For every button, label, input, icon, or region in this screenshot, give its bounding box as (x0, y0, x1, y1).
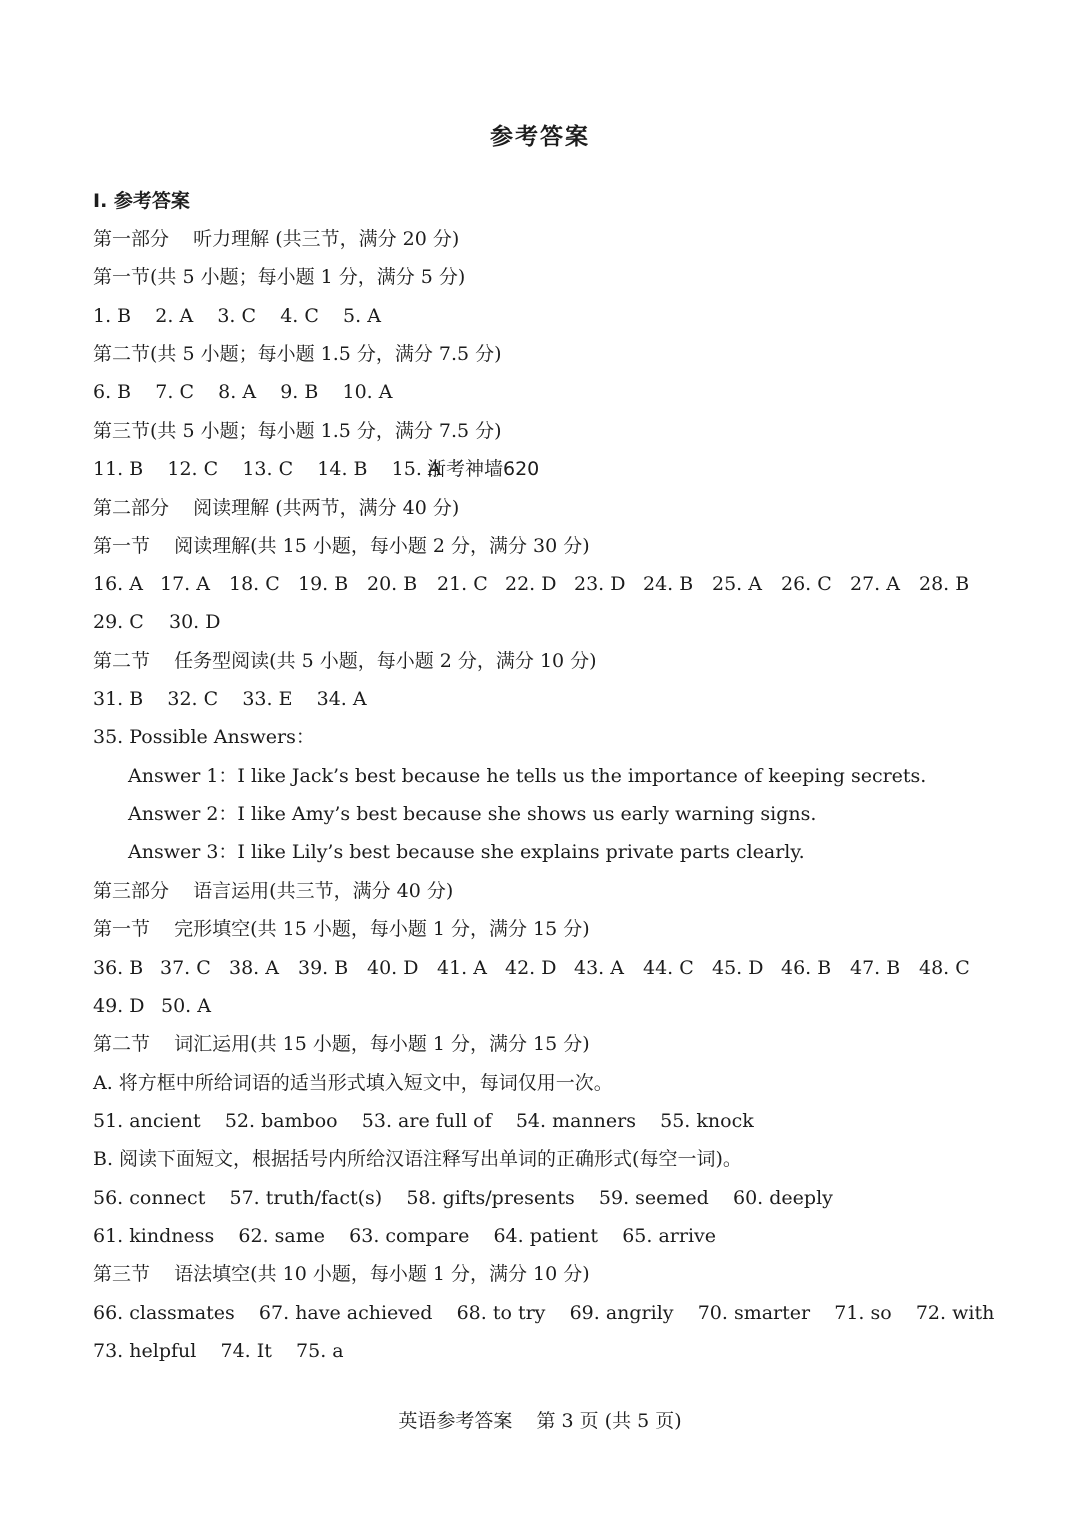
section-header: Ⅰ. 参考答案 (93, 190, 190, 212)
answer-item: 46. B (781, 957, 832, 979)
part1-s2-answers: 6. B 7. C 8. A 9. B 10. A (93, 381, 393, 403)
answer-item: 49. D (93, 995, 145, 1017)
page-footer: 英语参考答案 第 3 页 (共 5 页) (398, 1410, 682, 1432)
part3-s2-b-answers-2: 61. kindness 62. same 63. compare 64. patient 65. arrive (93, 1225, 717, 1247)
part3-s3-answers-1: 66. classmates 67. have achieved 68. to try 69. angrily 70. smarter 71. so 72. with (93, 1302, 995, 1324)
answer-item: 21. C (437, 573, 488, 595)
part3-s2-a-instruction: A. 将方框中所给词语的适当形式填入短文中，每词仅用一次。 (93, 1072, 613, 1094)
answer-item: 45. D (712, 957, 764, 979)
answer-item: 26. C (781, 573, 832, 595)
answer-item: 50. A (161, 995, 211, 1017)
answer-item: 23. D (574, 573, 626, 595)
page-title: 参考答案 (490, 124, 590, 150)
answer-item: 38. A (229, 957, 279, 979)
answer-item: 30. D (169, 611, 221, 633)
part3-s1-row1 (93, 954, 993, 984)
answer-item: 27. A (850, 573, 900, 595)
part3-s2-b-answers-1: 56. connect 57. truth/fact(s) 58. gifts/presents 59. seemed 60. deeply (93, 1187, 833, 1209)
part3-s1-heading: 第一节 完形填空(共 15 小题，每小题 1 分，满分 15 分) (93, 918, 590, 940)
part1-s2-heading: 第二节(共 5 小题；每小题 1.5 分，满分 7.5 分) (93, 343, 502, 365)
answer-item: 28. B (919, 573, 970, 595)
answer-item: 19. B (298, 573, 349, 595)
answer-item: 20. B (367, 573, 418, 595)
answer-item: 37. C (160, 957, 211, 979)
answer-item: 39. B (298, 957, 349, 979)
answer-item: 48. C (919, 957, 970, 979)
q35-answer-2: Answer 2：I like Amy’s best because she shows us early warning signs. (128, 803, 817, 825)
part3-s2-b-instruction: B. 阅读下面短文，根据括号内所给汉语注释写出单词的正确形式(每空一词)。 (93, 1148, 742, 1170)
q35-answer-3: Answer 3：I like Lily’s best because she explains private parts clearly. (128, 841, 805, 863)
part1-s3-heading: 第三节(共 5 小题；每小题 1.5 分，满分 7.5 分) (93, 420, 502, 442)
answer-item: 41. A (437, 957, 487, 979)
part3-s3-answers-2: 73. helpful 74. It 75. a (93, 1340, 344, 1362)
answer-item: 47. B (850, 957, 901, 979)
part1-s3-answers: 11. B 12. C 13. C 14. B 15. A (93, 458, 442, 480)
part2-s1-row1 (93, 570, 993, 600)
answer-item: 18. C (229, 573, 280, 595)
q35-label: 35. Possible Answers： (93, 726, 315, 748)
answer-item: 29. C (93, 611, 144, 633)
part1-heading: 第一部分 听力理解 (共三节，满分 20 分) (93, 228, 460, 250)
answer-item: 22. D (505, 573, 557, 595)
part3-s3-heading: 第三节 语法填空(共 10 小题，每小题 1 分，满分 10 分) (93, 1263, 590, 1285)
part2-s1-heading: 第一节 阅读理解(共 15 小题，每小题 2 分，满分 30 分) (93, 535, 590, 557)
watermark-text: 浙考神墙620 (427, 458, 540, 480)
answer-item: 40. D (367, 957, 419, 979)
part3-s2-a-answers: 51. ancient 52. bamboo 53. are full of 54. manners 55. knock (93, 1110, 754, 1132)
part1-s1-answers: 1. B 2. A 3. C 4. C 5. A (93, 305, 381, 327)
answer-item: 25. A (712, 573, 762, 595)
part2-s2-answers: 31. B 32. C 33. E 34. A (93, 688, 367, 710)
q35-answer-1: Answer 1：I like Jack’s best because he tells us the importance of keeping secrets. (128, 765, 927, 787)
part2-s1-row2 (93, 608, 993, 638)
answer-item: 16. A (93, 573, 143, 595)
answer-item: 17. A (160, 573, 210, 595)
part3-heading: 第三部分 语言运用(共三节，满分 40 分) (93, 880, 454, 902)
answer-item: 36. B (93, 957, 144, 979)
part3-s2-heading: 第二节 词汇运用(共 15 小题，每小题 1 分，满分 15 分) (93, 1033, 590, 1055)
part2-heading: 第二部分 阅读理解 (共两节，满分 40 分) (93, 497, 460, 519)
answer-item: 44. C (643, 957, 694, 979)
answer-item: 24. B (643, 573, 694, 595)
answer-item: 43. A (574, 957, 624, 979)
part1-s1-heading: 第一节(共 5 小题；每小题 1 分，满分 5 分) (93, 266, 466, 288)
answer-item: 42. D (505, 957, 557, 979)
part2-s2-heading: 第二节 任务型阅读(共 5 小题，每小题 2 分，满分 10 分) (93, 650, 597, 672)
part3-s1-row2 (93, 992, 993, 1022)
